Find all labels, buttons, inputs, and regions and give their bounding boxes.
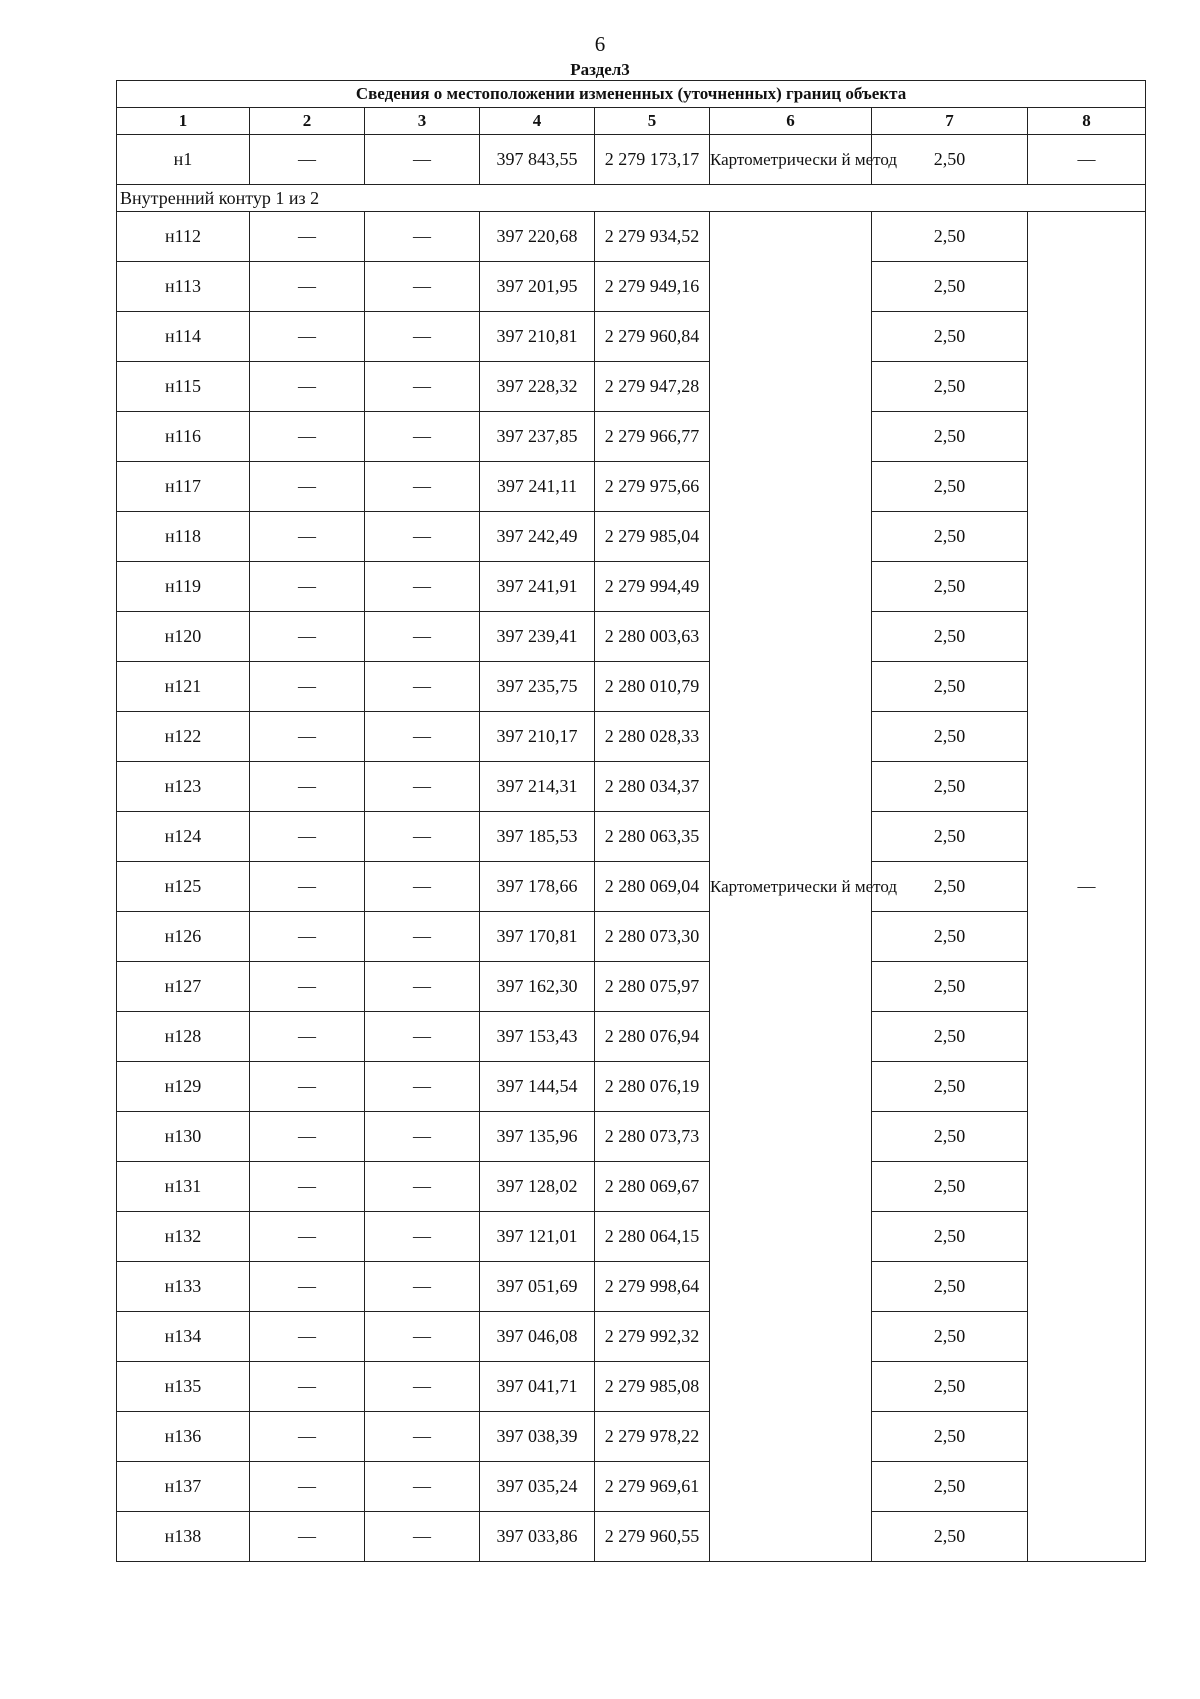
x-coordinate: 397 144,54 [480,1062,595,1112]
column-3-value: — [365,1312,480,1362]
table-caption-row [117,81,1146,108]
y-coordinate: 2 280 064,15 [595,1212,710,1262]
column-2-value: — [250,962,365,1012]
column-3-value: — [365,212,480,262]
y-coordinate: 2 279 975,66 [595,462,710,512]
column-2-value: — [250,1112,365,1162]
x-coordinate: 397 153,43 [480,1012,595,1062]
table-row [117,462,1146,512]
accuracy-value: 2,50 [872,962,1028,1012]
accuracy-value: 2,50 [872,512,1028,562]
point-name: н135 [117,1362,250,1412]
contour-label-row [117,185,1146,212]
point-name: н123 [117,762,250,812]
column-3-value: — [365,1062,480,1112]
y-coordinate: 2 279 173,17 [595,135,710,185]
point-name: н129 [117,1062,250,1112]
accuracy-value: 2,50 [872,362,1028,412]
column-2-value: — [250,812,365,862]
point-name: н131 [117,1162,250,1212]
table-row [117,262,1146,312]
y-coordinate: 2 280 073,30 [595,912,710,962]
x-coordinate: 397 121,01 [480,1212,595,1262]
x-coordinate: 397 220,68 [480,212,595,262]
column-header: 2 [250,108,365,135]
accuracy-value: 2,50 [872,1362,1028,1412]
column-2-value: — [250,412,365,462]
x-coordinate: 397 185,53 [480,812,595,862]
y-coordinate: 2 279 985,04 [595,512,710,562]
y-coordinate: 2 279 966,77 [595,412,710,462]
column-2-value: — [250,1512,365,1562]
column-8-value: — [1028,212,1146,1562]
accuracy-value: 2,50 [872,662,1028,712]
column-2-value: — [250,462,365,512]
accuracy-value: 2,50 [872,462,1028,512]
point-name: н137 [117,1462,250,1512]
accuracy-value: 2,50 [872,262,1028,312]
column-3-value: — [365,612,480,662]
x-coordinate: 397 239,41 [480,612,595,662]
column-2-value: — [250,1462,365,1512]
column-3-value: — [365,662,480,712]
y-coordinate: 2 280 076,94 [595,1012,710,1062]
table-row [117,1212,1146,1262]
x-coordinate: 397 237,85 [480,412,595,462]
accuracy-value: 2,50 [872,212,1028,262]
table-row [117,562,1146,612]
column-3-value: — [365,1362,480,1412]
column-3-value: — [365,812,480,862]
accuracy-value: 2,50 [872,1462,1028,1512]
column-2-value: — [250,862,365,912]
x-coordinate: 397 242,49 [480,512,595,562]
accuracy-value: 2,50 [872,1162,1028,1212]
x-coordinate: 397 235,75 [480,662,595,712]
point-name: н116 [117,412,250,462]
point-name: н119 [117,562,250,612]
point-name: н113 [117,262,250,312]
y-coordinate: 2 279 934,52 [595,212,710,262]
x-coordinate: 397 843,55 [480,135,595,185]
table-row [117,1412,1146,1462]
point-name: н133 [117,1262,250,1312]
column-header: 4 [480,108,595,135]
column-3-value: — [365,912,480,962]
point-name: н112 [117,212,250,262]
x-coordinate: 397 051,69 [480,1262,595,1312]
y-coordinate: 2 280 028,33 [595,712,710,762]
point-name: н138 [117,1512,250,1562]
x-coordinate: 397 128,02 [480,1162,595,1212]
column-2-value: — [250,712,365,762]
point-name: н124 [117,812,250,862]
method-cell: Картометрически й метод [710,135,872,185]
column-number-row [117,108,1146,135]
table-title: Сведения о местоположении измененных (уточненных) границ объекта [117,81,1146,108]
y-coordinate: 2 280 069,67 [595,1162,710,1212]
y-coordinate: 2 280 034,37 [595,762,710,812]
point-name: н121 [117,662,250,712]
column-2-value: — [250,312,365,362]
column-3-value: — [365,1262,480,1312]
accuracy-value: 2,50 [872,1262,1028,1312]
x-coordinate: 397 210,17 [480,712,595,762]
accuracy-value: 2,50 [872,1012,1028,1062]
table-row [117,1362,1146,1412]
point-name: н128 [117,1012,250,1062]
column-3-value: — [365,312,480,362]
table-row [117,862,1146,912]
point-name: н118 [117,512,250,562]
column-header: 8 [1028,108,1146,135]
y-coordinate: 2 279 985,08 [595,1362,710,1412]
y-coordinate: 2 279 960,55 [595,1512,710,1562]
column-2-value: — [250,512,365,562]
point-name: н125 [117,862,250,912]
column-2-value: — [250,762,365,812]
column-2-value: — [250,1012,365,1062]
column-2-value: — [250,1062,365,1112]
table-row [117,612,1146,662]
accuracy-value: 2,50 [872,1512,1028,1562]
column-2-value: — [250,1262,365,1312]
table-row [117,412,1146,462]
x-coordinate: 397 135,96 [480,1112,595,1162]
section-title: Раздел3 [570,60,630,79]
column-3-value: — [365,1112,480,1162]
table-row [117,812,1146,862]
point-name: н114 [117,312,250,362]
point-name: н120 [117,612,250,662]
table-row [117,1262,1146,1312]
accuracy-value: 2,50 [872,412,1028,462]
table-row [117,912,1146,962]
y-coordinate: 2 280 063,35 [595,812,710,862]
y-coordinate: 2 279 994,49 [595,562,710,612]
column-3-value: — [365,862,480,912]
boundary-coordinates-table [116,80,1146,1562]
point-name: н127 [117,962,250,1012]
column-2-value: — [250,1362,365,1412]
column-header: 7 [872,108,1028,135]
y-coordinate: 2 280 069,04 [595,862,710,912]
column-3-value: — [365,1462,480,1512]
accuracy-value: 2,50 [872,562,1028,612]
column-3-value: — [365,512,480,562]
x-coordinate: 397 041,71 [480,1362,595,1412]
column-2-value: — [250,212,365,262]
column-3-value: — [365,712,480,762]
column-3-value: — [365,562,480,612]
x-coordinate: 397 241,11 [480,462,595,512]
table-row [117,212,1146,262]
accuracy-value: 2,50 [872,612,1028,662]
point-name: н1 [117,135,250,185]
accuracy-value: 2,50 [872,135,1028,185]
column-3-value: — [365,1412,480,1462]
column-header: 6 [710,108,872,135]
table-row [117,662,1146,712]
point-name: н122 [117,712,250,762]
y-coordinate: 2 280 075,97 [595,962,710,1012]
table-row [117,1312,1146,1362]
y-coordinate: 2 280 010,79 [595,662,710,712]
column-header: 1 [117,108,250,135]
table-row [117,1112,1146,1162]
y-coordinate: 2 279 960,84 [595,312,710,362]
x-coordinate: 397 241,91 [480,562,595,612]
accuracy-value: 2,50 [872,712,1028,762]
table-row [117,1162,1146,1212]
point-name: н130 [117,1112,250,1162]
column-2-value: — [250,662,365,712]
table-row [117,135,1146,185]
column-3-value: — [365,262,480,312]
column-2-value: — [250,912,365,962]
accuracy-value: 2,50 [872,1062,1028,1112]
column-3-value: — [365,1012,480,1062]
column-2-value: — [250,612,365,662]
page-number: 6 [594,32,606,56]
x-coordinate: 397 162,30 [480,962,595,1012]
accuracy-value: 2,50 [872,862,1028,912]
table-row [117,1012,1146,1062]
x-coordinate: 397 035,24 [480,1462,595,1512]
table-row [117,1462,1146,1512]
column-2-value: — [250,262,365,312]
point-name: н132 [117,1212,250,1262]
x-coordinate: 397 178,66 [480,862,595,912]
y-coordinate: 2 279 947,28 [595,362,710,412]
y-coordinate: 2 280 076,19 [595,1062,710,1112]
column-2-value: — [250,1162,365,1212]
accuracy-value: 2,50 [872,312,1028,362]
y-coordinate: 2 279 969,61 [595,1462,710,1512]
x-coordinate: 397 038,39 [480,1412,595,1462]
point-name: н134 [117,1312,250,1362]
y-coordinate: 2 279 949,16 [595,262,710,312]
point-name: н115 [117,362,250,412]
column-8-value: — [1028,135,1146,185]
point-name: н136 [117,1412,250,1462]
x-coordinate: 397 210,81 [480,312,595,362]
accuracy-value: 2,50 [872,1112,1028,1162]
column-2-value: — [250,1412,365,1462]
column-3-value: — [365,962,480,1012]
column-header: 3 [365,108,480,135]
x-coordinate: 397 228,32 [480,362,595,412]
method-cell: Картометрически й метод [710,212,872,1562]
accuracy-value: 2,50 [872,1412,1028,1462]
table-row [117,1512,1146,1562]
y-coordinate: 2 279 992,32 [595,1312,710,1362]
accuracy-value: 2,50 [872,912,1028,962]
accuracy-value: 2,50 [872,762,1028,812]
column-3-value: — [365,462,480,512]
table-row [117,962,1146,1012]
x-coordinate: 397 214,31 [480,762,595,812]
contour-label: Внутренний контур 1 из 2 [117,185,1146,212]
x-coordinate: 397 170,81 [480,912,595,962]
x-coordinate: 397 046,08 [480,1312,595,1362]
column-3-value: — [365,762,480,812]
column-2-value: — [250,562,365,612]
y-coordinate: 2 279 998,64 [595,1262,710,1312]
y-coordinate: 2 279 978,22 [595,1412,710,1462]
table-row [117,512,1146,562]
accuracy-value: 2,50 [872,812,1028,862]
point-name: н126 [117,912,250,962]
table-row [117,762,1146,812]
accuracy-value: 2,50 [872,1212,1028,1262]
x-coordinate: 397 201,95 [480,262,595,312]
table-row [117,362,1146,412]
y-coordinate: 2 280 003,63 [595,612,710,662]
column-3-value: — [365,1212,480,1262]
column-2-value: — [250,1212,365,1262]
table-row [117,312,1146,362]
point-name: н117 [117,462,250,512]
column-3-value: — [365,135,480,185]
column-3-value: — [365,412,480,462]
accuracy-value: 2,50 [872,1312,1028,1362]
column-3-value: — [365,362,480,412]
y-coordinate: 2 280 073,73 [595,1112,710,1162]
table-row [117,1062,1146,1112]
table-row [117,712,1146,762]
column-3-value: — [365,1162,480,1212]
column-2-value: — [250,135,365,185]
column-header: 5 [595,108,710,135]
x-coordinate: 397 033,86 [480,1512,595,1562]
column-2-value: — [250,1312,365,1362]
column-3-value: — [365,1512,480,1562]
column-2-value: — [250,362,365,412]
